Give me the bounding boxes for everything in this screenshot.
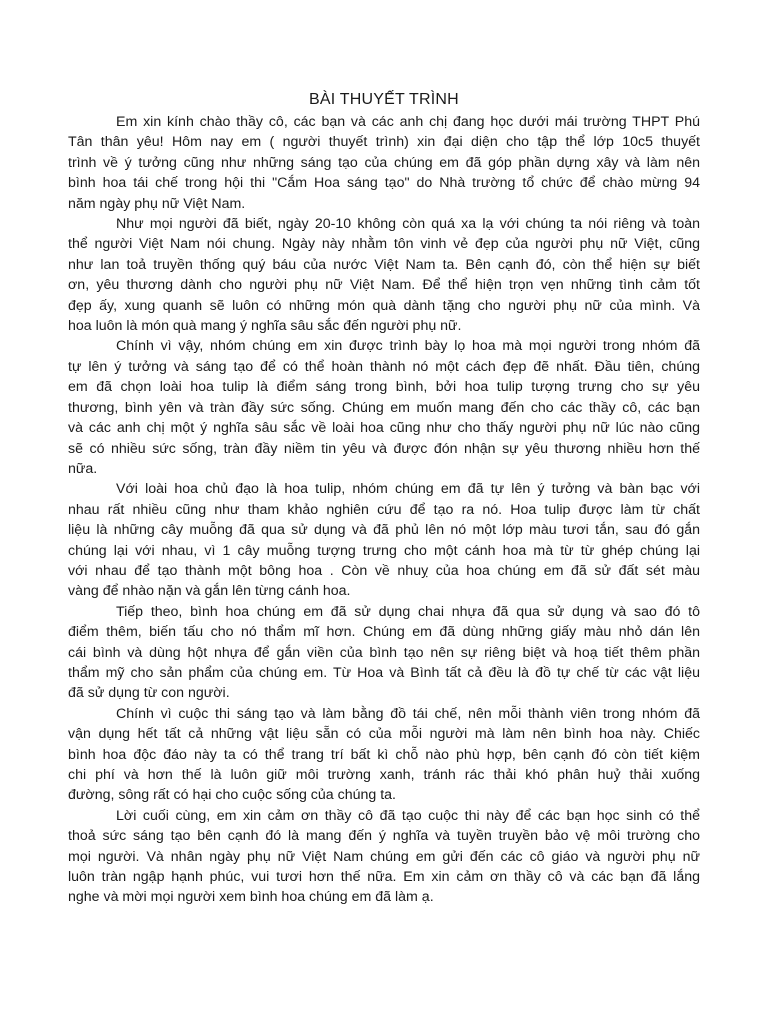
text-line: tự lên ý tưởng và sáng tạo để có thể hoàn thành nó một cách đẹp đẽ nhất. Đầu tiên, chúng: [68, 358, 700, 375]
text-line: luôn tràn ngập hạnh phúc, vui tươi hơn thế nữa. Em xin cảm ơn thầy cô và các bạn đã lắng: [68, 869, 700, 886]
paragraph-tulip-choice: [68, 336, 700, 479]
text-line: bình hoa độc đáo này ta có thể trang trí bất kì chỗ nào phù hợp, bên cạnh đó còn tiết kiệm: [68, 746, 700, 763]
text-line: Em xin kính chào thầy cô, các bạn và các anh chị đang học dưới mái trường THPT Phú: [116, 114, 700, 130]
paragraph-womens-day: [68, 214, 700, 336]
text-line: trình về ý tưởng cũng như những sáng tạo của chúng em đã góp phần dựng xây và làm nên: [68, 154, 700, 171]
text-line: nghe và mời mọi người xem bình hoa chúng em đã làm ạ.: [68, 889, 434, 906]
text-line: ơn, yêu thương dành cho người phụ nữ Việt Nam. Để thể hiện trọn vẹn những tình cảm tốt: [68, 277, 700, 294]
text-line: chúng lại với nhau, vì 1 cây muỗng tượng trưng cho một cánh hoa mà từ từ ghép chúng lại: [68, 542, 700, 559]
text-line: Lời cuối cùng, em xin cảm ơn thầy cô đã tạo cuộc thi này để các bạn học sinh có thể: [116, 807, 700, 824]
text-line: Như mọi người đã biết, ngày 20-10 không còn quá xa lạ với chúng ta nói riêng và toàn: [116, 216, 700, 233]
text-line: thoả sức sáng tạo bên cạnh đó là mang đến ý nghĩa và tuyền truyền bảo vệ môi trường cho: [68, 828, 700, 845]
text-line: năm ngày phụ nữ Việt Nam.: [68, 195, 246, 212]
text-line: đẹp ấy, xung quanh sẽ luôn có những món quà dành tặng cho người phụ nữ của mình. Và: [68, 297, 700, 314]
paragraph-vase: [68, 602, 700, 704]
text-line: Tiếp theo, bình hoa chúng em đã sử dụng chai nhựa đã qua sử dụng và sao đó tô: [116, 603, 700, 620]
text-line: Chính vì cuộc thi sáng tạo và làm bằng đồ tái chế, nên mỗi thành viên trong nhóm đã: [116, 705, 700, 722]
text-line: thẩm mỹ cho sản phẩm của chúng em. Từ Hoa và Bình tất cả đều là đồ tự chế từ các vật liệu: [68, 664, 700, 681]
text-line: chi phí và hơn thế là luôn giữ môi trường xanh, tránh rác thải khó phân huỷ thải xuống: [68, 767, 700, 783]
paragraph-tulip-making: [68, 479, 700, 601]
text-line: mọi người. Và nhân ngày phụ nữ Việt Nam chúng em gửi đến các cô giáo và người phụ nữ: [68, 848, 700, 865]
text-line: như lan toả truyền thống quý báu của nước Việt Nam ta. Bên cạnh đó, còn thể hiện sự biết: [68, 256, 700, 273]
document-body: [68, 88, 700, 908]
paragraph-recycling: [68, 704, 700, 806]
text-line: nhau rất nhiều cũng như tham khảo nghiên cứu để tạo ra nó. Hoa tulip được làm từ chất: [68, 501, 700, 518]
text-line: Với loài hoa chủ đạo là hoa tulip, nhóm chúng em đã tự lên ý tưởng và bàn bạc với: [116, 481, 700, 498]
paragraph-intro: [68, 112, 700, 214]
text-line: liệu là những cây muỗng đã qua sử dụng và đã phủ lên nó một lớp màu tươi tắn, sau đó gắn: [68, 522, 700, 539]
text-line: đường, sông rất có hại cho cuộc sống của chúng ta.: [68, 787, 396, 804]
text-line: thương, bình yên và tràn đầy sức sống. Chúng em muốn mang đến cho các thầy cô, các bạn: [68, 399, 700, 416]
text-line: với nhau để tạo thành một bông hoa . Còn về nhuỵ của hoa chúng em đã sử đất sét màu: [68, 562, 700, 579]
text-line: Chính vì vậy, nhóm chúng em xin được trình bày lọ hoa mà mọi người trong nhóm đã: [116, 338, 700, 355]
text-line: hoa luôn là món quà mang ý nghĩa sâu sắc đến người phụ nữ.: [68, 318, 462, 335]
text-line: và các anh chị một ý nghĩa sâu sắc về loài hoa cũng như cho thấy người phụ nữ lúc nào cũng: [68, 420, 700, 437]
document-title: BÀI THUYẾT TRÌNH: [309, 91, 459, 108]
text-line: vàng để nhào nặn và gắn lên từng cánh hoa.: [68, 583, 351, 600]
text-line: nữa.: [68, 460, 98, 477]
paragraph-closing: [68, 806, 700, 908]
text-line: Tân thân yêu! Hôm nay em ( người thuyết trình) xin đại diện cho tập thể lớp 10c5 thuyết: [68, 134, 700, 151]
text-line: đã sử dụng từ con người.: [68, 685, 230, 702]
text-line: điểm thêm, biến tấu cho nó thẩm mĩ hơn. Chúng em đã dùng những giấy màu nhỏ dán lên: [68, 624, 700, 641]
text-line: vận dụng hết tất cả những vật liệu sẵn có của mỗi người mà làm nên bình hoa này. Chiếc: [68, 726, 700, 743]
text-line: bình hoa tái chế trong hội thi "Cắm Hoa sáng tạo" do Nhà trường tổ chức để chào mừng 94: [68, 175, 700, 192]
text-line: em đã chọn loài hoa tulip là điểm sáng trong bình, bởi hoa tulip tượng trưng cho sự yêu: [68, 379, 700, 396]
text-line: thể người Việt Nam nói chung. Ngày này nhằm tôn vinh vẻ đẹp của người phụ nữ Việt, cũng: [68, 236, 700, 253]
text-line: sẽ có nhiều sức sống, tràn đầy niềm tin yêu và được đón nhận sự yêu thương nhiều hơn thế: [68, 440, 700, 457]
text-line: cái bình và dùng hột nhựa để gắn viền của bình tạo nên sự riêng biệt và hoạ tiết thêm phần: [68, 644, 700, 661]
